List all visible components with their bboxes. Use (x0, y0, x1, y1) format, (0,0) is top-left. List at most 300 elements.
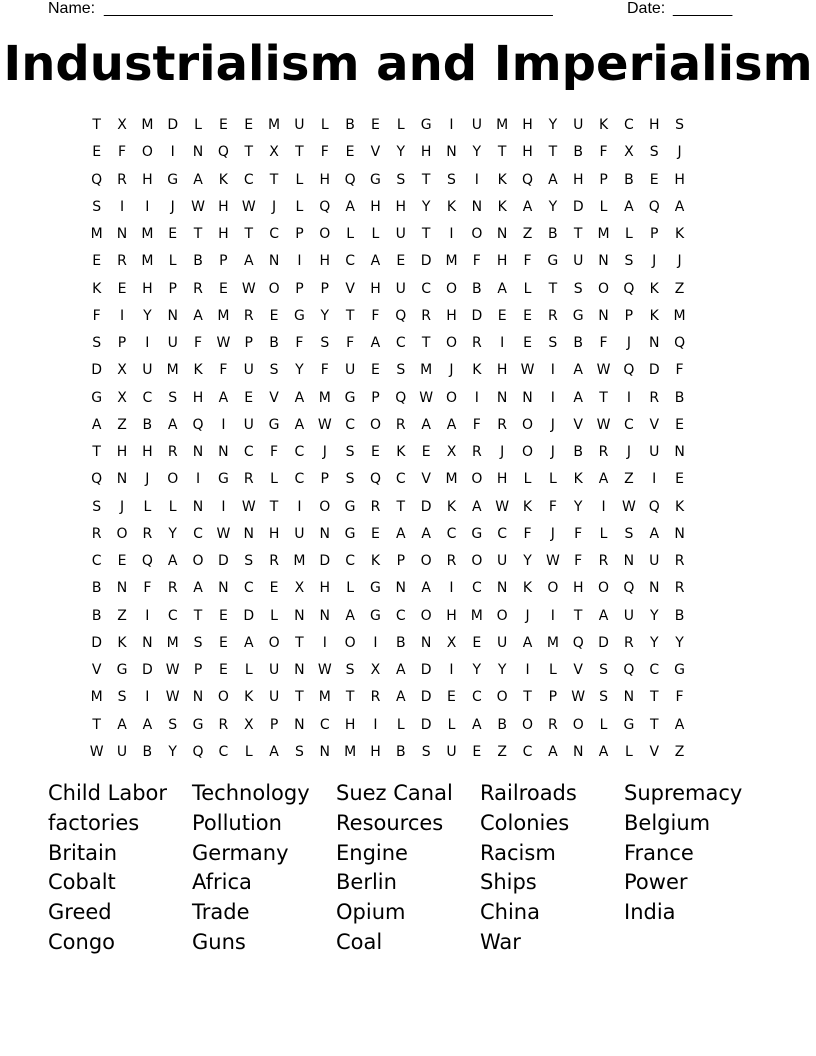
grid-letter: W (596, 362, 611, 379)
grid-letter: W (571, 689, 586, 706)
grid-letter: J (626, 444, 631, 460)
grid-row (84, 739, 743, 766)
grid-letter: P (320, 280, 329, 297)
grid-letter: A (193, 580, 203, 597)
grid-letter: O (547, 580, 559, 597)
grid-letter: J (170, 198, 175, 215)
grid-letter: H (420, 144, 432, 161)
grid-letter: Z (117, 607, 127, 624)
grid-letter: Y (548, 198, 558, 215)
grid-letter: V (345, 280, 355, 297)
grid-letter: H (674, 171, 685, 188)
grid-letter: P (548, 689, 558, 706)
grid-letter: T (92, 117, 101, 133)
grid-letter: G (471, 525, 483, 542)
grid-letter: T (649, 689, 659, 706)
grid-letter: E (371, 525, 380, 542)
grid-row (84, 657, 743, 684)
grid-letter: A (370, 335, 381, 351)
grid-letter: B (395, 743, 406, 760)
grid-letter: B (395, 634, 406, 651)
grid-letter: A (294, 416, 305, 433)
grid-letter: P (168, 280, 177, 297)
grid-letter: Y (472, 144, 482, 161)
grid-letter: Y (472, 662, 482, 678)
word-list-item: Greed (48, 900, 112, 925)
grid-letter: H (319, 580, 331, 597)
grid-letter: I (373, 716, 378, 733)
grid-letter: X (624, 144, 634, 161)
grid-letter: U (268, 662, 280, 678)
grid-letter: C (471, 580, 482, 597)
grid-letter: C (395, 335, 406, 351)
grid-letter: T (345, 307, 355, 324)
grid-letter: I (449, 580, 454, 597)
grid-letter: W (241, 498, 256, 515)
grid-letter: C (497, 525, 508, 542)
grid-letter: C (167, 607, 178, 624)
grid-letter: F (219, 362, 228, 379)
grid-letter: E (345, 144, 355, 161)
grid-letter: M (90, 689, 103, 706)
grid-letter: Y (295, 362, 304, 379)
grid-letter: C (294, 444, 305, 460)
grid-letter: E (117, 280, 127, 297)
grid-letter: U (497, 634, 508, 651)
grid-letter: H (648, 117, 660, 133)
grid-letter: D (91, 362, 103, 379)
grid-letter: Q (623, 362, 635, 379)
grid-letter: J (550, 525, 555, 542)
grid-letter: F (675, 362, 684, 379)
word-list-column (192, 779, 336, 958)
grid-letter: I (652, 471, 657, 488)
grid-letter: Q (648, 198, 660, 215)
grid-letter: L (168, 498, 177, 515)
grid-letter: U (649, 444, 660, 460)
grid-letter: C (395, 471, 406, 488)
grid-letter: F (143, 580, 152, 597)
grid-letter: O (445, 280, 457, 297)
grid-letter: I (550, 362, 555, 379)
grid-letter: P (650, 226, 659, 242)
grid-letter: L (295, 198, 304, 215)
grid-letter: X (294, 580, 305, 597)
grid-letter: U (243, 416, 254, 433)
grid-letter: A (497, 280, 507, 297)
grid-letter: T (421, 171, 431, 188)
grid-letter: I (297, 253, 302, 270)
word-list-item: War (480, 929, 521, 954)
grid-letter: N (294, 662, 305, 678)
grid-letter: B (142, 416, 153, 433)
grid-letter: A (167, 416, 178, 433)
grid-letter: O (445, 335, 457, 351)
grid-letter: I (119, 198, 125, 215)
grid-letter: A (91, 416, 102, 433)
grid-letter: I (449, 117, 454, 133)
grid-letter: G (91, 389, 103, 406)
grid-letter: E (649, 171, 659, 188)
grid-letter: P (117, 335, 127, 351)
grid-letter: K (446, 498, 457, 515)
grid-letter: M (166, 634, 179, 651)
grid-letter: A (396, 662, 406, 678)
grid-letter: K (674, 226, 685, 242)
grid-letter: G (370, 171, 381, 188)
grid-letter: K (598, 117, 609, 133)
grid-row (84, 139, 743, 166)
grid-letter: W (419, 389, 434, 406)
grid-letter: U (395, 280, 406, 297)
grid-row (84, 575, 743, 602)
grid-letter: N (623, 689, 635, 706)
word-list-item: Coal (336, 929, 383, 954)
grid-letter: D (648, 362, 660, 379)
grid-letter: R (167, 444, 178, 460)
grid-letter: Q (674, 335, 686, 351)
grid-letter: T (269, 498, 279, 515)
grid-letter: X (243, 716, 254, 733)
grid-letter: T (193, 607, 203, 624)
word-list-column (480, 779, 624, 958)
grid-letter: A (421, 416, 431, 433)
grid-letter: N (496, 580, 508, 597)
grid-letter: L (624, 226, 633, 242)
grid-letter: I (550, 389, 555, 406)
grid-letter: E (218, 634, 228, 651)
grid-letter: H (572, 580, 584, 597)
grid-letter: C (243, 171, 254, 188)
grid-letter: W (191, 198, 205, 215)
grid-letter: T (421, 226, 431, 242)
grid-row (84, 494, 743, 521)
grid-letter: I (221, 416, 226, 433)
page-title: Industrialism and Imperialism (3, 36, 813, 92)
grid-letter: T (92, 716, 101, 733)
grid-letter: E (92, 253, 102, 270)
grid-letter: U (573, 253, 584, 270)
grid-letter: P (599, 171, 608, 188)
grid-letter: M (318, 389, 331, 406)
grid-letter: C (522, 743, 533, 760)
grid-letter: A (598, 743, 609, 760)
grid-letter: A (193, 171, 203, 188)
grid-letter: R (446, 553, 457, 569)
grid-letter: E (371, 362, 380, 379)
grid-letter: S (396, 171, 406, 188)
grid-letter: Q (395, 389, 407, 406)
grid-letter: M (166, 362, 179, 379)
grid-letter: C (624, 416, 634, 433)
header-line (48, 0, 748, 20)
grid-letter: O (268, 280, 280, 297)
grid-letter: E (472, 743, 482, 760)
name-blank-line: ______________________________________________________ (104, 0, 553, 17)
grid-letter: A (674, 716, 685, 733)
word-list-item: France (624, 840, 694, 865)
grid-letter: B (91, 607, 102, 624)
grid-letter: J (272, 198, 277, 215)
grid-letter: E (117, 553, 127, 569)
grid-letter: Y (497, 662, 507, 678)
grid-letter: T (244, 144, 254, 161)
date-label: Date: (627, 0, 666, 17)
grid-letter: B (269, 335, 279, 351)
grid-letter: T (244, 226, 254, 242)
grid-letter: E (92, 144, 102, 161)
grid-letter: K (649, 307, 659, 324)
word-list-column (624, 779, 768, 958)
grid-letter: O (522, 416, 534, 433)
grid-row (84, 466, 743, 493)
word-list-item: Suez Canal (336, 781, 453, 805)
grid-letter: G (572, 307, 584, 324)
name-label: Name: (48, 0, 96, 17)
word-list-item: Power (624, 870, 688, 895)
grid-letter: U (268, 689, 280, 706)
grid-letter: P (193, 662, 203, 678)
word-list-item: Guns (192, 929, 246, 954)
grid-letter: C (471, 689, 482, 706)
grid-letter: D (420, 662, 432, 678)
grid-letter: K (497, 198, 507, 215)
grid-letter: O (471, 226, 483, 242)
grid-letter: T (548, 144, 558, 161)
grid-letter: O (572, 716, 584, 733)
grid-letter: Y (421, 198, 431, 215)
grid-letter: H (116, 444, 128, 460)
grid-letter: A (370, 253, 381, 270)
grid-letter: G (547, 253, 559, 270)
grid-letter: C (395, 607, 406, 624)
grid-letter: L (168, 253, 177, 270)
grid-letter: R (624, 634, 634, 651)
grid-letter: H (522, 117, 533, 133)
grid-letter: T (523, 689, 532, 706)
grid-letter: S (548, 335, 558, 351)
grid-letter: S (168, 716, 178, 733)
grid-letter: D (420, 498, 432, 515)
grid-letter: N (116, 226, 128, 242)
grid-letter: G (167, 171, 179, 188)
grid-letter: A (167, 553, 178, 569)
grid-letter: N (243, 525, 254, 542)
grid-letter: O (496, 689, 508, 706)
grid-letter: S (675, 117, 685, 133)
grid-letter: E (218, 117, 228, 133)
grid-letter: B (345, 117, 355, 133)
grid-letter: F (574, 553, 583, 569)
grid-letter: R (598, 444, 609, 460)
grid-letter: E (244, 389, 254, 406)
grid-letter: Q (141, 553, 153, 569)
grid-letter: Z (624, 471, 634, 488)
grid-letter: W (317, 662, 332, 678)
grid-row (84, 167, 743, 194)
word-list (48, 779, 778, 958)
word-list-column (48, 779, 192, 958)
grid-letter: L (371, 226, 380, 242)
grid-letter: A (598, 471, 609, 488)
grid-letter: C (345, 416, 355, 433)
grid-letter: A (548, 743, 558, 760)
grid-letter: E (218, 280, 228, 297)
grid-letter: C (193, 525, 203, 542)
grid-letter: N (319, 743, 330, 760)
grid-letter: M (445, 253, 458, 270)
grid-letter: O (369, 416, 381, 433)
word-list-item: Railroads (480, 781, 577, 805)
grid-letter: K (117, 634, 127, 651)
grid-letter: R (674, 553, 685, 569)
grid-letter: G (344, 498, 356, 515)
grid-letter: H (319, 253, 331, 270)
grid-letter: I (170, 144, 175, 161)
grid-letter: G (623, 716, 635, 733)
grid-row (84, 194, 743, 221)
grid-letter: S (624, 253, 634, 270)
word-list-item: Engine (336, 840, 408, 865)
grid-letter: O (192, 553, 204, 569)
grid-letter: I (500, 335, 505, 351)
grid-letter: W (165, 662, 180, 678)
grid-letter: B (548, 226, 558, 242)
grid-letter: C (446, 525, 457, 542)
word-list-item: factories (48, 810, 140, 835)
grid-letter: N (496, 226, 508, 242)
grid-letter: K (396, 444, 406, 460)
grid-letter: X (117, 117, 127, 133)
word-list-item: China (480, 900, 540, 925)
grid-letter: Q (369, 471, 381, 488)
grid-letter: A (472, 498, 482, 515)
grid-letter: D (319, 553, 331, 569)
grid-letter: N (648, 580, 660, 597)
grid-letter: J (500, 444, 505, 460)
grid-letter: A (243, 253, 254, 270)
grid-letter: S (269, 362, 279, 379)
grid-letter: T (599, 389, 608, 406)
grid-letter: L (270, 607, 278, 624)
grid-letter: E (168, 226, 178, 242)
grid-letter: N (319, 525, 330, 542)
grid-letter: K (370, 553, 381, 569)
grid-letter: U (142, 362, 153, 379)
grid-letter: O (116, 525, 128, 542)
grid-letter: Z (522, 226, 533, 242)
grid-letter: A (142, 716, 153, 733)
grid-letter: E (244, 117, 254, 133)
grid-letter: I (297, 498, 302, 515)
grid-letter: S (244, 553, 254, 569)
grid-letter: A (243, 634, 254, 651)
word-list-item: Resources (336, 810, 444, 835)
grid-letter: U (649, 553, 660, 569)
grid-letter: S (92, 198, 102, 215)
grid-letter: R (370, 498, 381, 515)
grid-letter: X (446, 444, 457, 460)
grid-letter: F (675, 689, 684, 706)
grid-letter: D (572, 198, 584, 215)
word-list-item: Colonies (480, 810, 570, 835)
grid-letter: Y (548, 117, 558, 133)
grid-letter: F (523, 253, 532, 270)
grid-letter: C (319, 716, 330, 733)
grid-letter: I (601, 498, 606, 515)
grid-letter: Z (674, 743, 685, 760)
grid-letter: S (599, 689, 608, 706)
grid-letter: Y (675, 634, 684, 651)
grid-letter: C (421, 280, 432, 297)
date-blank-line: _______ (673, 0, 732, 17)
grid-letter: F (599, 335, 608, 351)
grid-letter: N (446, 144, 457, 161)
grid-letter: I (373, 634, 378, 651)
grid-letter: J (677, 144, 682, 161)
grid-letter: W (241, 198, 256, 215)
grid-letter: N (192, 498, 204, 515)
word-list-item: Ships (480, 870, 537, 895)
grid-letter: U (446, 743, 457, 760)
grid-letter: D (420, 716, 432, 733)
grid-letter: R (421, 307, 431, 324)
grid-letter: A (624, 198, 634, 215)
grid-letter: A (522, 198, 533, 215)
grid-letter: F (320, 144, 329, 161)
grid-row (84, 112, 743, 139)
grid-letter: P (295, 280, 304, 297)
grid-letter: U (395, 226, 406, 242)
grid-letter: V (421, 471, 431, 488)
word-list-item: Germany (192, 840, 289, 865)
grid-letter: G (116, 662, 128, 678)
grid-letter: R (117, 253, 127, 270)
grid-letter: E (675, 471, 684, 488)
grid-letter: H (142, 444, 153, 460)
grid-letter: Y (573, 498, 583, 515)
grid-letter: N (294, 716, 305, 733)
grid-letter: T (548, 280, 558, 297)
grid-letter: T (573, 226, 583, 242)
grid-letter: V (370, 144, 381, 161)
grid-letter: W (241, 280, 256, 297)
grid-letter: B (193, 253, 203, 270)
grid-letter: F (295, 335, 304, 351)
grid-letter: A (421, 580, 431, 597)
grid-letter: N (268, 253, 280, 270)
grid-letter: I (550, 607, 555, 624)
grid-letter: S (396, 362, 406, 379)
grid-letter: K (218, 171, 228, 188)
grid-letter: A (548, 171, 558, 188)
grid-letter: G (344, 389, 356, 406)
grid-letter: G (674, 662, 685, 678)
grid-letter: N (218, 444, 229, 460)
grid-letter: H (344, 716, 356, 733)
grid-letter: H (192, 389, 204, 406)
grid-letter: I (322, 634, 327, 651)
grid-letter: S (320, 335, 330, 351)
grid-letter: O (496, 607, 508, 624)
word-list-item: Cobalt (48, 870, 116, 895)
grid-letter: N (522, 389, 533, 406)
grid-letter: N (116, 580, 128, 597)
grid-letter: A (573, 389, 583, 406)
grid-letter: L (523, 471, 532, 488)
grid-letter: N (319, 607, 330, 624)
grid-letter: S (92, 335, 102, 351)
